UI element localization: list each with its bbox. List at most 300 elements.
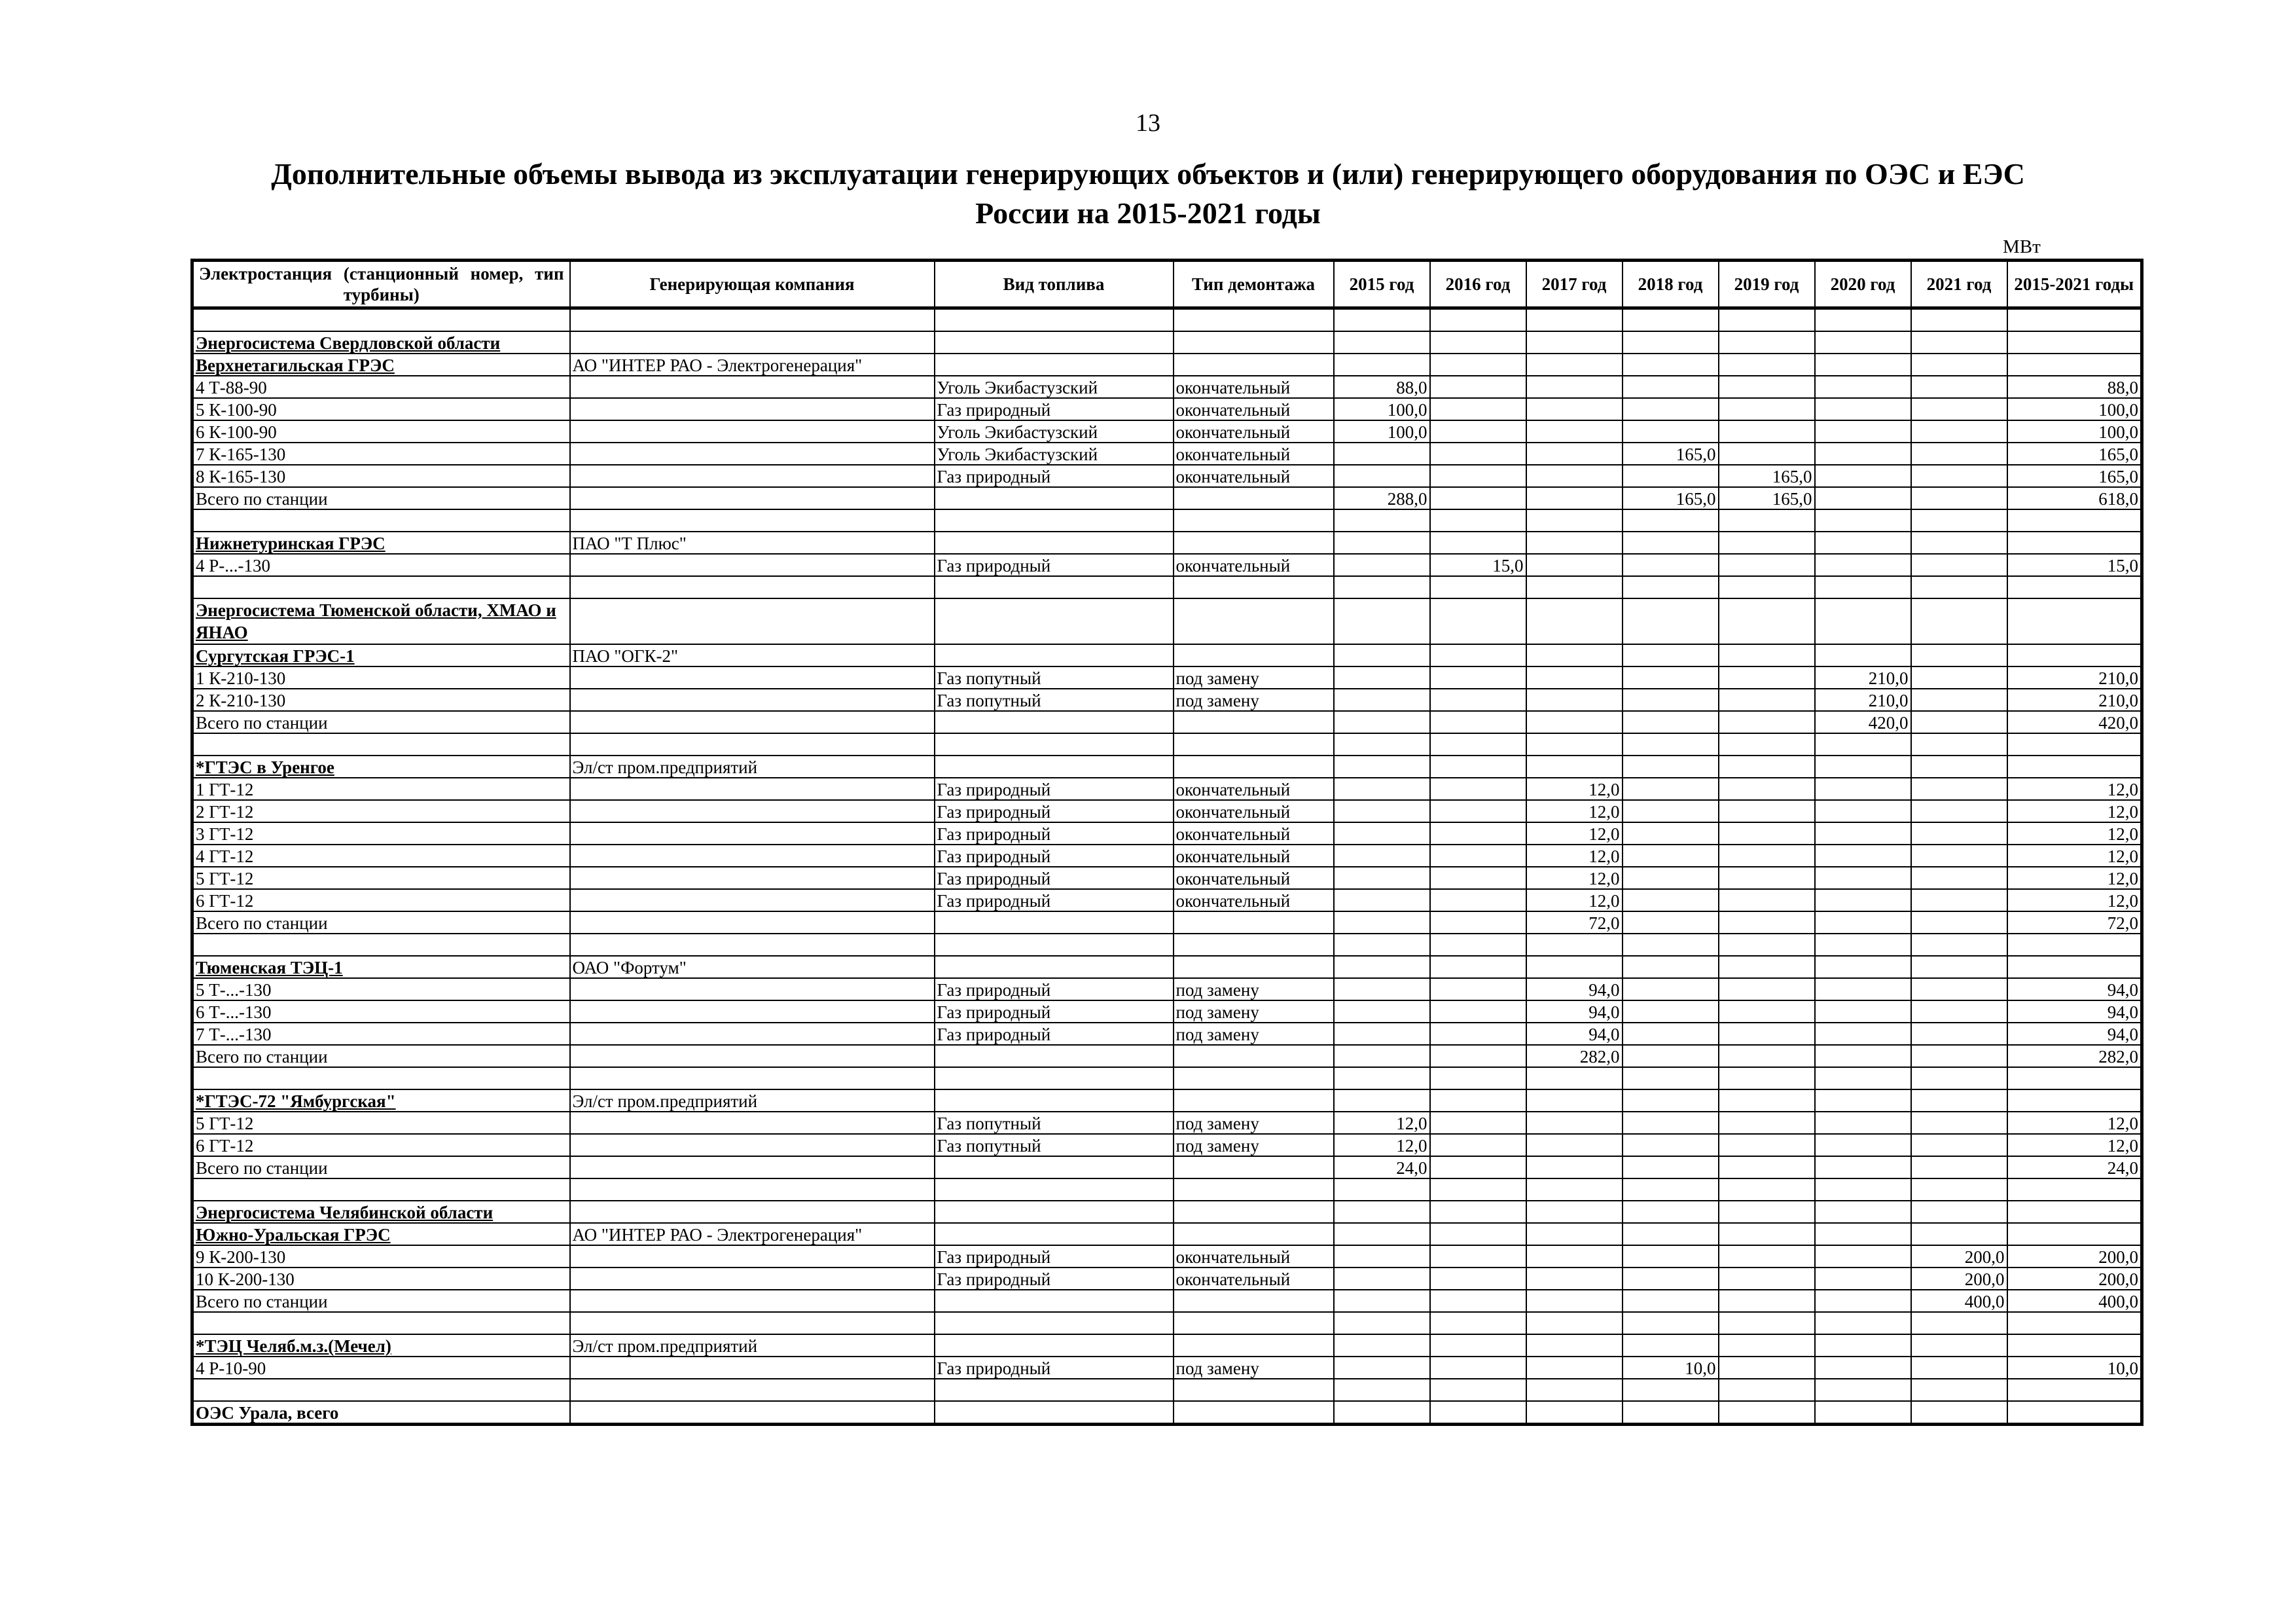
cell-2021 <box>1911 398 2007 420</box>
cell-company <box>570 711 935 733</box>
cell-fuel <box>935 1178 1174 1201</box>
cell-2018 <box>1623 576 1719 598</box>
header-row <box>192 261 2142 308</box>
table-row <box>192 867 2142 889</box>
cell-2016 <box>1430 822 1526 845</box>
cell-station <box>192 308 570 332</box>
cell-2021 <box>1911 711 2007 733</box>
cell-2016 <box>1430 1000 1526 1023</box>
cell-2015 <box>1334 308 1430 332</box>
cell-2019 <box>1719 1401 1815 1425</box>
cell-station: 6 ГТ-12 <box>192 889 570 911</box>
table-row <box>192 666 2142 689</box>
table-row <box>192 354 2142 376</box>
table-row <box>192 1000 2142 1023</box>
cell-2020 <box>1815 1067 1911 1089</box>
cell-total: 24,0 <box>2007 1156 2142 1178</box>
cell-station: 9 К-200-130 <box>192 1245 570 1267</box>
table-row <box>192 1045 2142 1067</box>
cell-2020: 420,0 <box>1815 711 1911 733</box>
cell-2017: 12,0 <box>1526 822 1623 845</box>
cell-company: АО "ИНТЕР РАО - Электрогенерация" <box>570 1223 935 1245</box>
cell-2015 <box>1334 465 1430 487</box>
cell-2021 <box>1911 889 2007 911</box>
cell-station <box>192 934 570 956</box>
cell-fuel <box>935 331 1174 354</box>
cell-total <box>2007 1401 2142 1425</box>
cell-2021 <box>1911 1357 2007 1379</box>
cell-2015 <box>1334 1000 1430 1023</box>
table-row <box>192 1267 2142 1290</box>
cell-2021 <box>1911 1178 2007 1201</box>
cell-company <box>570 822 935 845</box>
cell-station: *ГТЭС-72 "Ямбургская" <box>192 1089 570 1112</box>
cell-2015 <box>1334 1201 1430 1223</box>
cell-fuel <box>935 1089 1174 1112</box>
cell-2019 <box>1719 889 1815 911</box>
cell-fuel <box>935 934 1174 956</box>
table-row <box>192 756 2142 778</box>
cell-2019 <box>1719 1379 1815 1401</box>
cell-fuel: Уголь Экибастузский <box>935 376 1174 398</box>
cell-dismantling-type <box>1174 598 1334 644</box>
cell-2020: 210,0 <box>1815 689 1911 711</box>
cell-station: 5 ГТ-12 <box>192 1112 570 1134</box>
cell-2018 <box>1623 934 1719 956</box>
cell-station <box>192 1312 570 1334</box>
cell-2015 <box>1334 889 1430 911</box>
cell-total: 12,0 <box>2007 800 2142 822</box>
cell-dismantling-type: под замену <box>1174 666 1334 689</box>
table-body <box>192 308 2142 1425</box>
header-station: Электростанция (станционный номер, тип турбины) <box>192 261 570 308</box>
cell-station: 4 ГТ-12 <box>192 845 570 867</box>
cell-2021 <box>1911 1156 2007 1178</box>
table-row <box>192 1245 2142 1267</box>
cell-dismantling-type: под замену <box>1174 1112 1334 1134</box>
table-row <box>192 1134 2142 1156</box>
cell-dismantling-type <box>1174 354 1334 376</box>
cell-2017: 12,0 <box>1526 867 1623 889</box>
cell-station: 4 Р-...-130 <box>192 554 570 576</box>
cell-2018 <box>1623 1112 1719 1134</box>
cell-company <box>570 1201 935 1223</box>
cell-station <box>192 576 570 598</box>
cell-2017 <box>1526 354 1623 376</box>
cell-2019 <box>1719 1156 1815 1178</box>
cell-2017 <box>1526 576 1623 598</box>
cell-total: 12,0 <box>2007 889 2142 911</box>
cell-fuel: Газ природный <box>935 1023 1174 1045</box>
cell-2019 <box>1719 376 1815 398</box>
table-row <box>192 1178 2142 1201</box>
cell-2019 <box>1719 1067 1815 1089</box>
cell-2018 <box>1623 778 1719 800</box>
cell-2018 <box>1623 1401 1719 1425</box>
table-row <box>192 598 2142 644</box>
cell-station: 4 Т-88-90 <box>192 376 570 398</box>
cell-total <box>2007 1089 2142 1112</box>
cell-2015 <box>1334 867 1430 889</box>
cell-company <box>570 1267 935 1290</box>
table-row <box>192 1223 2142 1245</box>
cell-fuel: Газ природный <box>935 1245 1174 1267</box>
cell-company <box>570 331 935 354</box>
cell-fuel <box>935 1045 1174 1067</box>
cell-2020: 210,0 <box>1815 666 1911 689</box>
cell-2019 <box>1719 711 1815 733</box>
cell-station: Энергосистема Челябинской области <box>192 1201 570 1223</box>
cell-station: 6 Т-...-130 <box>192 1000 570 1023</box>
cell-2017: 282,0 <box>1526 1045 1623 1067</box>
cell-2021 <box>1911 978 2007 1000</box>
cell-2017 <box>1526 532 1623 554</box>
table-row <box>192 689 2142 711</box>
units-label: МВт <box>2003 236 2041 257</box>
cell-fuel <box>935 911 1174 934</box>
cell-2021 <box>1911 1334 2007 1357</box>
cell-2018 <box>1623 666 1719 689</box>
cell-dismantling-type <box>1174 934 1334 956</box>
cell-2021 <box>1911 934 2007 956</box>
header-dismantling-type: Тип демонтажа <box>1174 261 1334 308</box>
cell-2018 <box>1623 756 1719 778</box>
cell-company <box>570 1312 935 1334</box>
cell-total <box>2007 576 2142 598</box>
cell-fuel: Газ природный <box>935 889 1174 911</box>
cell-dismantling-type: окончательный <box>1174 420 1334 443</box>
cell-2018 <box>1623 376 1719 398</box>
cell-fuel: Газ природный <box>935 778 1174 800</box>
cell-station: 3 ГТ-12 <box>192 822 570 845</box>
header-fuel: Вид топлива <box>935 261 1174 308</box>
cell-dismantling-type <box>1174 308 1334 332</box>
cell-2021 <box>1911 354 2007 376</box>
cell-2021 <box>1911 733 2007 756</box>
cell-2018 <box>1623 1267 1719 1290</box>
cell-station: 7 К-165-130 <box>192 443 570 465</box>
cell-total: 94,0 <box>2007 978 2142 1000</box>
cell-2018 <box>1623 822 1719 845</box>
cell-total: 200,0 <box>2007 1245 2142 1267</box>
cell-fuel: Газ попутный <box>935 1112 1174 1134</box>
table-row <box>192 1023 2142 1045</box>
cell-2016 <box>1430 576 1526 598</box>
cell-2018 <box>1623 465 1719 487</box>
cell-company <box>570 443 935 465</box>
cell-company <box>570 867 935 889</box>
cell-fuel <box>935 308 1174 332</box>
cell-2020 <box>1815 554 1911 576</box>
cell-2016 <box>1430 889 1526 911</box>
cell-2015 <box>1334 689 1430 711</box>
cell-2021 <box>1911 1223 2007 1245</box>
cell-2020 <box>1815 956 1911 978</box>
cell-total <box>2007 1178 2142 1201</box>
cell-2015 <box>1334 800 1430 822</box>
cell-2017 <box>1526 1089 1623 1112</box>
cell-2019 <box>1719 733 1815 756</box>
table-row <box>192 532 2142 554</box>
cell-2016 <box>1430 756 1526 778</box>
cell-2017 <box>1526 465 1623 487</box>
cell-2019 <box>1719 1000 1815 1023</box>
cell-2020 <box>1815 1134 1911 1156</box>
cell-2016 <box>1430 1112 1526 1134</box>
cell-station: Энергосистема Тюменской области, ХМАО и ЯНАО <box>192 598 570 644</box>
cell-fuel <box>935 644 1174 666</box>
cell-dismantling-type <box>1174 1312 1334 1334</box>
cell-2020 <box>1815 845 1911 867</box>
cell-company <box>570 733 935 756</box>
cell-2019 <box>1719 800 1815 822</box>
table-row <box>192 1067 2142 1089</box>
cell-2015 <box>1334 1401 1430 1425</box>
cell-2019 <box>1719 689 1815 711</box>
cell-dismantling-type <box>1174 1067 1334 1089</box>
cell-station: *ГТЭС в Уренгое <box>192 756 570 778</box>
cell-2020 <box>1815 1334 1911 1357</box>
header-2016: 2016 год <box>1430 261 1526 308</box>
cell-company <box>570 398 935 420</box>
cell-2016 <box>1430 778 1526 800</box>
cell-company: ОАО "Фортум" <box>570 956 935 978</box>
cell-company <box>570 376 935 398</box>
cell-company <box>570 487 935 509</box>
cell-2016 <box>1430 644 1526 666</box>
cell-total <box>2007 1067 2142 1089</box>
cell-2015 <box>1334 845 1430 867</box>
cell-2015 <box>1334 756 1430 778</box>
cell-2018 <box>1623 845 1719 867</box>
cell-2015 <box>1334 644 1430 666</box>
cell-2021 <box>1911 308 2007 332</box>
cell-total: 12,0 <box>2007 822 2142 845</box>
cell-2019 <box>1719 1312 1815 1334</box>
cell-2016 <box>1430 978 1526 1000</box>
cell-2017: 94,0 <box>1526 978 1623 1000</box>
cell-fuel <box>935 1201 1174 1223</box>
table-row <box>192 554 2142 576</box>
cell-2016 <box>1430 1023 1526 1045</box>
cell-dismantling-type: под замену <box>1174 1134 1334 1156</box>
cell-2018 <box>1623 1245 1719 1267</box>
cell-2020 <box>1815 1178 1911 1201</box>
cell-2020 <box>1815 1312 1911 1334</box>
cell-2018 <box>1623 733 1719 756</box>
cell-station: 5 Т-...-130 <box>192 978 570 1000</box>
cell-station: 2 К-210-130 <box>192 689 570 711</box>
cell-dismantling-type: окончательный <box>1174 1267 1334 1290</box>
cell-total <box>2007 331 2142 354</box>
cell-2016 <box>1430 1223 1526 1245</box>
cell-2017 <box>1526 1267 1623 1290</box>
cell-fuel: Газ природный <box>935 1000 1174 1023</box>
table-row <box>192 1089 2142 1112</box>
cell-2018 <box>1623 598 1719 644</box>
cell-2020 <box>1815 487 1911 509</box>
cell-2020 <box>1815 331 1911 354</box>
cell-2020 <box>1815 778 1911 800</box>
cell-fuel <box>935 1334 1174 1357</box>
cell-2016 <box>1430 1156 1526 1178</box>
cell-2015: 12,0 <box>1334 1134 1430 1156</box>
header-2018: 2018 год <box>1623 261 1719 308</box>
cell-2020 <box>1815 1089 1911 1112</box>
cell-2018 <box>1623 1067 1719 1089</box>
cell-2019: 165,0 <box>1719 465 1815 487</box>
cell-2021 <box>1911 666 2007 689</box>
cell-2016 <box>1430 1379 1526 1401</box>
header-total: 2015-2021 годы <box>2007 261 2142 308</box>
title-line-2: России на 2015-2021 годы <box>975 196 1321 230</box>
cell-dismantling-type <box>1174 733 1334 756</box>
cell-company: Эл/ст пром.предприятий <box>570 1334 935 1357</box>
table-row <box>192 1401 2142 1425</box>
cell-company <box>570 666 935 689</box>
cell-2021 <box>1911 644 2007 666</box>
cell-dismantling-type <box>1174 1045 1334 1067</box>
cell-2017 <box>1526 1334 1623 1357</box>
cell-2021 <box>1911 1312 2007 1334</box>
cell-2021 <box>1911 1379 2007 1401</box>
cell-2018 <box>1623 867 1719 889</box>
table-row <box>192 800 2142 822</box>
cell-2021 <box>1911 532 2007 554</box>
cell-company <box>570 1379 935 1401</box>
cell-station: Энергосистема Свердловской области <box>192 331 570 354</box>
cell-2020 <box>1815 308 1911 332</box>
cell-2015 <box>1334 956 1430 978</box>
cell-2019 <box>1719 845 1815 867</box>
cell-2020 <box>1815 822 1911 845</box>
cell-2015 <box>1334 443 1430 465</box>
cell-dismantling-type <box>1174 956 1334 978</box>
cell-2015 <box>1334 1357 1430 1379</box>
cell-fuel <box>935 756 1174 778</box>
cell-company <box>570 778 935 800</box>
cell-station: 8 К-165-130 <box>192 465 570 487</box>
table-row <box>192 1334 2142 1357</box>
cell-fuel <box>935 532 1174 554</box>
cell-2019 <box>1719 1245 1815 1267</box>
cell-2019 <box>1719 420 1815 443</box>
table-row <box>192 1312 2142 1334</box>
cell-2020 <box>1815 644 1911 666</box>
cell-2020 <box>1815 889 1911 911</box>
cell-2015 <box>1334 1067 1430 1089</box>
cell-company: Эл/ст пром.предприятий <box>570 1089 935 1112</box>
cell-2017 <box>1526 398 1623 420</box>
cell-2015 <box>1334 1267 1430 1290</box>
cell-fuel <box>935 733 1174 756</box>
cell-2021 <box>1911 1067 2007 1089</box>
cell-2021 <box>1911 867 2007 889</box>
table-row <box>192 398 2142 420</box>
table-row <box>192 822 2142 845</box>
cell-2015: 288,0 <box>1334 487 1430 509</box>
cell-2017 <box>1526 487 1623 509</box>
cell-2019 <box>1719 822 1815 845</box>
cell-2019 <box>1719 644 1815 666</box>
cell-2016 <box>1430 1089 1526 1112</box>
table-row <box>192 711 2142 733</box>
cell-2019 <box>1719 1223 1815 1245</box>
cell-company <box>570 598 935 644</box>
cell-total: 400,0 <box>2007 1290 2142 1312</box>
cell-2017 <box>1526 689 1623 711</box>
cell-2018 <box>1623 1201 1719 1223</box>
cell-2017: 94,0 <box>1526 1000 1623 1023</box>
header-2021: 2021 год <box>1911 261 2007 308</box>
table-row <box>192 376 2142 398</box>
cell-2020 <box>1815 576 1911 598</box>
cell-2020 <box>1815 911 1911 934</box>
cell-2015 <box>1334 822 1430 845</box>
cell-2016 <box>1430 1067 1526 1089</box>
cell-company <box>570 1290 935 1312</box>
cell-dismantling-type: окончательный <box>1174 465 1334 487</box>
cell-2016 <box>1430 911 1526 934</box>
cell-total: 88,0 <box>2007 376 2142 398</box>
cell-dismantling-type <box>1174 1290 1334 1312</box>
cell-2016 <box>1430 308 1526 332</box>
cell-2018 <box>1623 1089 1719 1112</box>
cell-total <box>2007 733 2142 756</box>
cell-dismantling-type: под замену <box>1174 1357 1334 1379</box>
cell-2017 <box>1526 331 1623 354</box>
cell-2015: 12,0 <box>1334 1112 1430 1134</box>
cell-2016 <box>1430 598 1526 644</box>
cell-fuel <box>935 1401 1174 1425</box>
cell-2015 <box>1334 733 1430 756</box>
cell-2021 <box>1911 376 2007 398</box>
cell-company <box>570 800 935 822</box>
cell-total: 100,0 <box>2007 398 2142 420</box>
cell-2017: 12,0 <box>1526 889 1623 911</box>
cell-company <box>570 911 935 934</box>
cell-2016 <box>1430 509 1526 532</box>
cell-2021 <box>1911 331 2007 354</box>
cell-2019 <box>1719 1267 1815 1290</box>
cell-2017 <box>1526 376 1623 398</box>
cell-fuel <box>935 509 1174 532</box>
cell-2018 <box>1623 644 1719 666</box>
cell-2016 <box>1430 867 1526 889</box>
cell-total: 12,0 <box>2007 1134 2142 1156</box>
cell-station: 5 К-100-90 <box>192 398 570 420</box>
cell-2020 <box>1815 420 1911 443</box>
cell-2019 <box>1719 532 1815 554</box>
cell-dismantling-type: под замену <box>1174 689 1334 711</box>
cell-2016 <box>1430 532 1526 554</box>
cell-2020 <box>1815 1023 1911 1045</box>
cell-total: 165,0 <box>2007 443 2142 465</box>
cell-dismantling-type <box>1174 711 1334 733</box>
cell-2016 <box>1430 956 1526 978</box>
cell-2017 <box>1526 1290 1623 1312</box>
cell-total: 12,0 <box>2007 778 2142 800</box>
cell-2021: 200,0 <box>1911 1267 2007 1290</box>
cell-2016 <box>1430 845 1526 867</box>
cell-2016 <box>1430 1312 1526 1334</box>
cell-dismantling-type <box>1174 1201 1334 1223</box>
cell-company: АО "ИНТЕР РАО - Электрогенерация" <box>570 354 935 376</box>
cell-2018 <box>1623 509 1719 532</box>
cell-2019 <box>1719 666 1815 689</box>
cell-dismantling-type: окончательный <box>1174 867 1334 889</box>
cell-total <box>2007 934 2142 956</box>
